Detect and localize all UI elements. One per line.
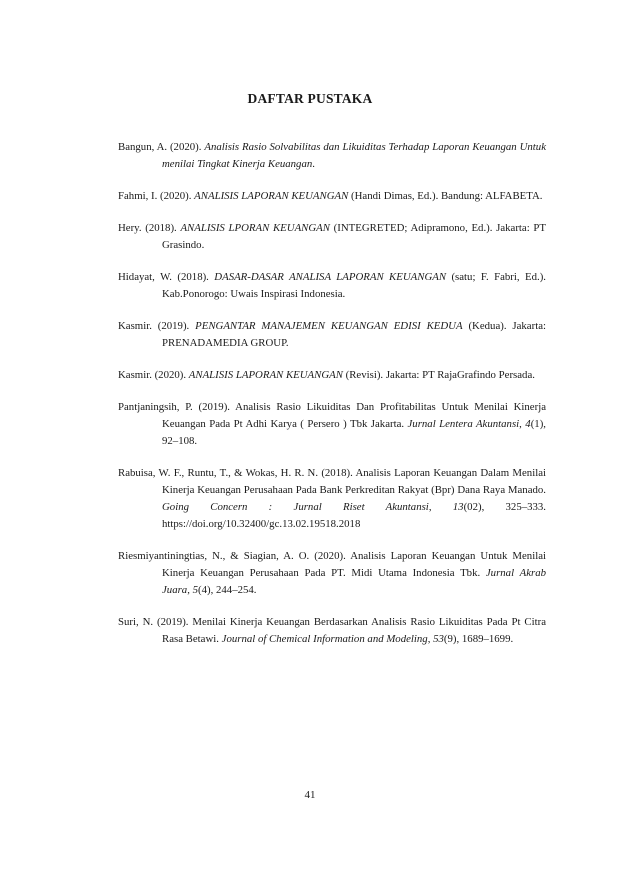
reference-item: Kasmir. (2020). ANALISIS LAPORAN KEUANGAN (Revisi). Jakarta: PT RajaGrafindo Persada.	[118, 369, 535, 381]
reference-item: Riesmiyantiningtias, N., & Siagian, A. O. (2020). Analisis Laporan Keuangan Untuk Menilai Kinerja Keuangan Perusahaan Pada PT. Midi Utama Indonesia Tbk. Jurnal Akrab Juara, 5(4), 244–254.	[118, 550, 546, 596]
page-title: DAFTAR PUSTAKA	[247, 91, 373, 106]
reference-list	[118, 139, 546, 663]
reference-item: Suri, N. (2019). Menilai Kinerja Keuangan Berdasarkan Analisis Rasio Likuiditas Pada Pt Citra Rasa Betawi. Journal of Chemical Information and Modeling, 53(9), 1689–1699.	[118, 616, 546, 645]
reference-item: Hery. (2018). ANALISIS LPORAN KEUANGAN (INTEGRETED; Adipramono, Ed.). Jakarta: PT Grasindo.	[118, 222, 546, 251]
reference-item: Pantjaningsih, P. (2019). Analisis Rasio Likuiditas Dan Profitabilitas Untuk Menilai Kinerja Keuangan Pada Pt Adhi Karya ( Persero ) Tbk Jakarta. Jurnal Lentera Akuntansi, 4(1), 92–108.	[118, 401, 546, 447]
reference-item: Rabuisa, W. F., Runtu, T., & Wokas, H. R. N. (2018). Analisis Laporan Keuangan Dalam Menilai Kinerja Keuangan Perusahaan Pada Bank Perkreditan Rakyat (Bpr) Dana Raya Manado. Going Concern : Jurnal Riset Akuntansi, 13(02), 325–333. https://doi.org/10.32400/gc.13.02.19518.2018	[118, 467, 547, 530]
page-number: 41	[304, 789, 316, 801]
reference-item: Kasmir. (2019). PENGANTAR MANAJEMEN KEUANGAN EDISI KEDUA (Kedua). Jakarta: PRENADAMEDIA GROUP.	[118, 320, 546, 349]
reference-item: Fahmi, I. (2020). ANALISIS LAPORAN KEUANGAN (Handi Dimas, Ed.). Bandung: ALFABETA.	[118, 190, 543, 202]
reference-item: Hidayat, W. (2018). DASAR-DASAR ANALISA LAPORAN KEUANGAN (satu; F. Fabri, Ed.). Kab.Ponorogo: Uwais Inspirasi Indonesia.	[118, 271, 546, 300]
reference-item: Bangun, A. (2020). Analisis Rasio Solvabilitas dan Likuiditas Terhadap Laporan Keuangan Untuk menilai Tingkat Kinerja Keuangan.	[118, 141, 546, 170]
